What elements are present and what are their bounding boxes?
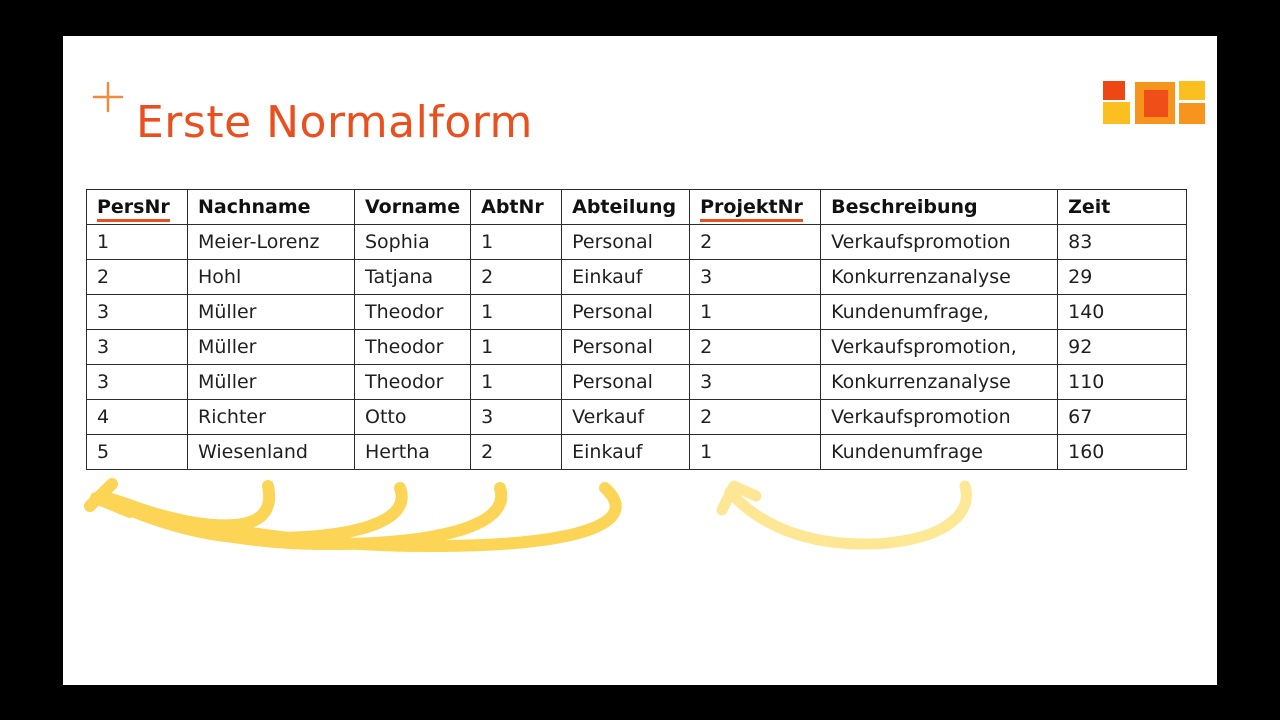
header-label: AbtNr [481, 196, 544, 218]
header-abteilung [562, 190, 690, 225]
cell-zeit: 160 [1058, 435, 1187, 470]
cell-abtnr: 1 [471, 295, 562, 330]
cell-zeit: 29 [1058, 260, 1187, 295]
cell-beschreibung: Kundenumfrage [821, 435, 1058, 470]
cell-projektnr: 3 [690, 260, 821, 295]
cell-projektnr: 3 [690, 365, 821, 400]
cell-nachname: Hohl [188, 260, 355, 295]
slide-title: Erste Normalform [136, 97, 533, 148]
cell-persnr: 3 [87, 330, 188, 365]
table-row [87, 435, 1187, 470]
header-projektnr [690, 190, 821, 225]
cell-abteilung: Personal [562, 295, 690, 330]
cell-nachname: Müller [188, 295, 355, 330]
cell-nachname: Wiesenland [188, 435, 355, 470]
header-label: PersNr [97, 196, 170, 222]
cell-abteilung: Personal [562, 225, 690, 260]
table-row [87, 330, 1187, 365]
table-row [87, 400, 1187, 435]
cell-vorname: Tatjana [355, 260, 471, 295]
cell-abteilung: Einkauf [562, 435, 690, 470]
cell-nachname: Richter [188, 400, 355, 435]
cell-abtnr: 2 [471, 260, 562, 295]
cell-beschreibung: Konkurrenzanalyse [821, 260, 1058, 295]
cell-abtnr: 1 [471, 225, 562, 260]
cell-zeit: 67 [1058, 400, 1187, 435]
cell-vorname: Hertha [355, 435, 471, 470]
header-label: Abteilung [572, 196, 677, 218]
first-normal-form-table [86, 189, 1187, 470]
cell-abtnr: 3 [471, 400, 562, 435]
cell-projektnr: 1 [690, 435, 821, 470]
header-label: Beschreibung [831, 196, 978, 218]
header-zeit [1058, 190, 1187, 225]
cell-nachname: Müller [188, 330, 355, 365]
cell-beschreibung: Verkaufspromotion [821, 400, 1058, 435]
cell-vorname: Theodor [355, 330, 471, 365]
cell-abteilung: Personal [562, 365, 690, 400]
header-label: Vorname [365, 196, 461, 218]
cell-persnr: 2 [87, 260, 188, 295]
header-persnr [87, 190, 188, 225]
table-row [87, 295, 1187, 330]
cell-zeit: 92 [1058, 330, 1187, 365]
header-label: ProjektNr [700, 196, 803, 222]
header-beschreibung [821, 190, 1058, 225]
table-body [87, 225, 1187, 470]
cell-persnr: 3 [87, 295, 188, 330]
cell-projektnr: 2 [690, 400, 821, 435]
table-row [87, 225, 1187, 260]
cell-vorname: Sophia [355, 225, 471, 260]
cell-nachname: Müller [188, 365, 355, 400]
cell-vorname: Otto [355, 400, 471, 435]
cell-abteilung: Einkauf [562, 260, 690, 295]
cell-vorname: Theodor [355, 295, 471, 330]
cell-zeit: 110 [1058, 365, 1187, 400]
table-row [87, 260, 1187, 295]
plus-icon [92, 81, 124, 113]
table-row [87, 365, 1187, 400]
cell-abtnr: 1 [471, 330, 562, 365]
cell-abteilung: Personal [562, 330, 690, 365]
header-label: Nachname [198, 196, 311, 218]
cell-beschreibung: Verkaufspromotion, [821, 330, 1058, 365]
cell-abtnr: 2 [471, 435, 562, 470]
cell-abtnr: 1 [471, 365, 562, 400]
table-header-row [87, 190, 1187, 225]
cell-zeit: 83 [1058, 225, 1187, 260]
cell-beschreibung: Konkurrenzanalyse [821, 365, 1058, 400]
cell-projektnr: 2 [690, 225, 821, 260]
orange-squares-logo [1100, 78, 1206, 126]
cell-beschreibung: Verkaufspromotion [821, 225, 1058, 260]
cell-vorname: Theodor [355, 365, 471, 400]
header-vorname [355, 190, 471, 225]
cell-projektnr: 2 [690, 330, 821, 365]
cell-projektnr: 1 [690, 295, 821, 330]
cell-persnr: 3 [87, 365, 188, 400]
cell-nachname: Meier-Lorenz [188, 225, 355, 260]
cell-zeit: 140 [1058, 295, 1187, 330]
cell-persnr: 5 [87, 435, 188, 470]
header-abtnr [471, 190, 562, 225]
header-label: Zeit [1068, 196, 1111, 218]
header-nachname [188, 190, 355, 225]
cell-abteilung: Verkauf [562, 400, 690, 435]
cell-persnr: 4 [87, 400, 188, 435]
cell-persnr: 1 [87, 225, 188, 260]
cell-beschreibung: Kundenumfrage, [821, 295, 1058, 330]
